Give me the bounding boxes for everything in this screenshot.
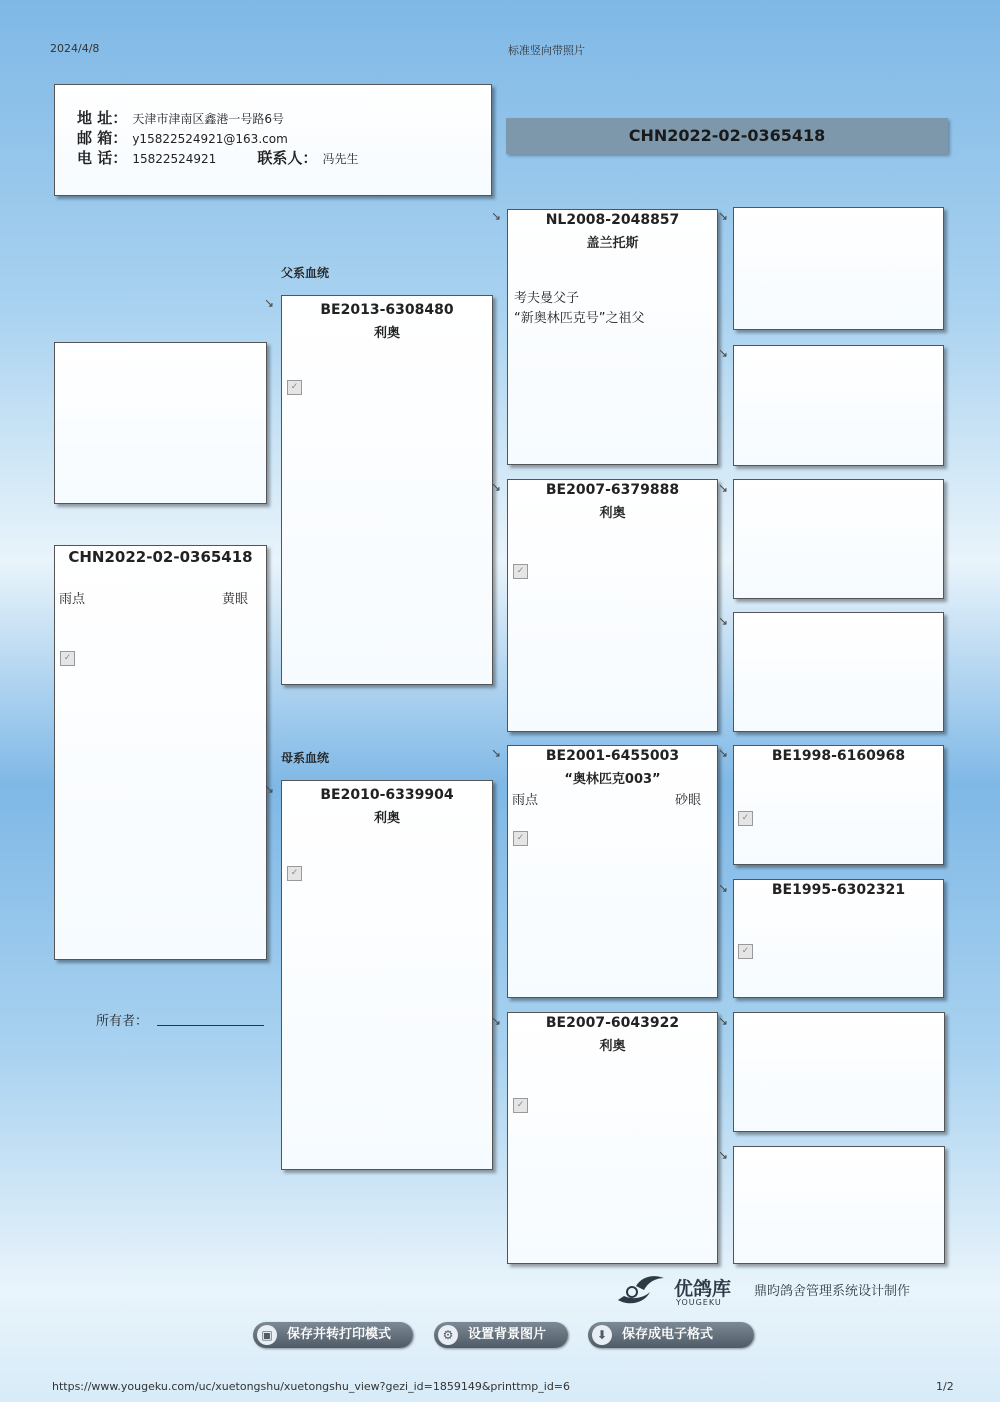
photo-icon[interactable]: ✓: [738, 944, 753, 959]
yougeku-logo-icon: [614, 1272, 668, 1306]
dss-ring: BE1998-6160968: [771, 748, 906, 764]
gg-arrow-icon: ↘: [718, 1148, 729, 1162]
sire-dam-card: [507, 479, 718, 732]
photo-icon[interactable]: ✓: [287, 380, 302, 395]
dd-arrow-icon: ↘: [491, 1014, 502, 1028]
gg-arrow-icon: ↘: [718, 746, 729, 760]
great-grandparent-card: [733, 1146, 945, 1264]
subject-card: [54, 545, 267, 960]
gg-arrow-icon: ↘: [718, 346, 729, 360]
ss-ring: NL2008-2048857: [545, 212, 680, 228]
dam-dam-card: [507, 1012, 718, 1264]
sd-ring: BE2007-6379888: [545, 482, 680, 498]
photo-icon[interactable]: ✓: [738, 811, 753, 826]
dam-ring: BE2010-6339904: [320, 787, 454, 803]
phone-label: 电 话：: [77, 149, 128, 167]
photo-icon[interactable]: ✓: [513, 564, 528, 579]
ds-eye: 砂眼: [674, 793, 701, 808]
subject-eye: 黄眼: [221, 592, 248, 607]
dam-name: 利奥: [373, 811, 400, 826]
dam-section-label: 母系血统: [281, 751, 330, 765]
brand-sub: YOUGEKU: [676, 1298, 722, 1307]
gg-arrow-icon: ↘: [718, 881, 729, 895]
sire-sire-card: [507, 209, 718, 465]
sire-ring: BE2013-6308480: [320, 302, 454, 318]
ds-arrow-icon: ↘: [491, 746, 502, 760]
contact-person-value: 冯先生: [322, 152, 359, 166]
sire-name: 利奥: [373, 326, 400, 341]
great-grandparent-card: [733, 1012, 945, 1132]
contact-person-label: 联系人：: [257, 149, 318, 167]
gg-arrow-icon: ↘: [718, 1014, 729, 1028]
gear-icon: ⚙: [438, 1325, 458, 1345]
footer-url: https://www.yougeku.com/uc/xuetongshu/xuetongshu_view?gezi_id=1859149&printtmp_id=6: [52, 1380, 571, 1393]
footer-page: 1/2: [936, 1380, 954, 1393]
great-grandparent-card: [733, 612, 944, 732]
sd-arrow-icon: ↘: [491, 480, 502, 494]
download-icon: ⬇: [592, 1325, 612, 1345]
save-electronic-button[interactable]: [588, 1322, 754, 1348]
great-grandparent-card: [733, 345, 944, 466]
address-label: 地 址：: [77, 109, 128, 127]
gg-arrow-icon: ↘: [718, 209, 729, 223]
photo-icon[interactable]: ✓: [513, 1098, 528, 1113]
subject-photo-box[interactable]: [54, 342, 267, 504]
email-value: y15822524921@163.com: [132, 132, 288, 146]
sire-card: [281, 295, 493, 685]
print-date: 2024/4/8: [50, 42, 100, 55]
great-grandparent-card: [733, 479, 944, 599]
ds-name: “奥林匹克003”: [564, 772, 661, 787]
save-electronic-label: 保存成电子格式: [622, 1327, 714, 1342]
sire-arrow-icon: ↘: [264, 296, 275, 310]
email-label: 邮 箱：: [77, 129, 128, 147]
phone-value: 15822524921: [132, 152, 217, 166]
ss-note-2: “新奥林匹克号”之祖父: [514, 311, 645, 326]
brand-credit: 鼎昀鸽舍管理系统设计制作: [754, 1284, 911, 1299]
ds-ring: BE2001-6455003: [545, 748, 680, 764]
sire-section-label: 父系血统: [281, 266, 330, 280]
dam-arrow-icon: ↘: [264, 782, 275, 796]
dam-sire-dam-card: [733, 879, 944, 998]
ss-note-1: 考夫曼父子: [514, 291, 580, 306]
photo-icon[interactable]: ✓: [287, 866, 302, 881]
save-print-label: 保存并转打印模式: [287, 1327, 392, 1342]
printer-icon: ▣: [257, 1325, 277, 1345]
ring-banner-text: CHN2022-02-0365418: [628, 126, 826, 145]
gg-arrow-icon: ↘: [718, 481, 729, 495]
subject-color: 雨点: [59, 592, 86, 607]
brand-name: 优鸽库: [674, 1278, 732, 1300]
ring-banner: [506, 118, 948, 154]
dd-name: 利奥: [599, 1039, 626, 1054]
dsd-ring: BE1995-6302321: [771, 882, 906, 898]
owner-label: 所有者：: [96, 1014, 149, 1029]
ss-arrow-icon: ↘: [491, 209, 502, 223]
contact-box: [54, 84, 492, 196]
ds-color: 雨点: [512, 793, 539, 808]
photo-icon[interactable]: ✓: [513, 831, 528, 846]
set-background-label: 设置背景图片: [468, 1327, 547, 1342]
gg-arrow-icon: ↘: [718, 614, 729, 628]
address-value: 天津市津南区鑫港一号路6号: [132, 112, 284, 126]
print-title: 标准竖向带照片: [508, 44, 585, 57]
subject-ring: CHN2022-02-0365418: [68, 548, 253, 566]
great-grandparent-card: [733, 207, 944, 330]
dd-ring: BE2007-6043922: [545, 1015, 680, 1031]
set-background-button[interactable]: [434, 1322, 568, 1348]
dam-sire-sire-card: [733, 745, 944, 865]
photo-icon[interactable]: ✓: [60, 651, 75, 666]
owner-line[interactable]: [157, 1025, 264, 1026]
dam-sire-card: [507, 745, 718, 998]
sd-name: 利奥: [599, 506, 626, 521]
dam-card: [281, 780, 493, 1170]
save-print-button[interactable]: [253, 1322, 413, 1348]
ss-name: 盖兰托斯: [586, 236, 639, 251]
